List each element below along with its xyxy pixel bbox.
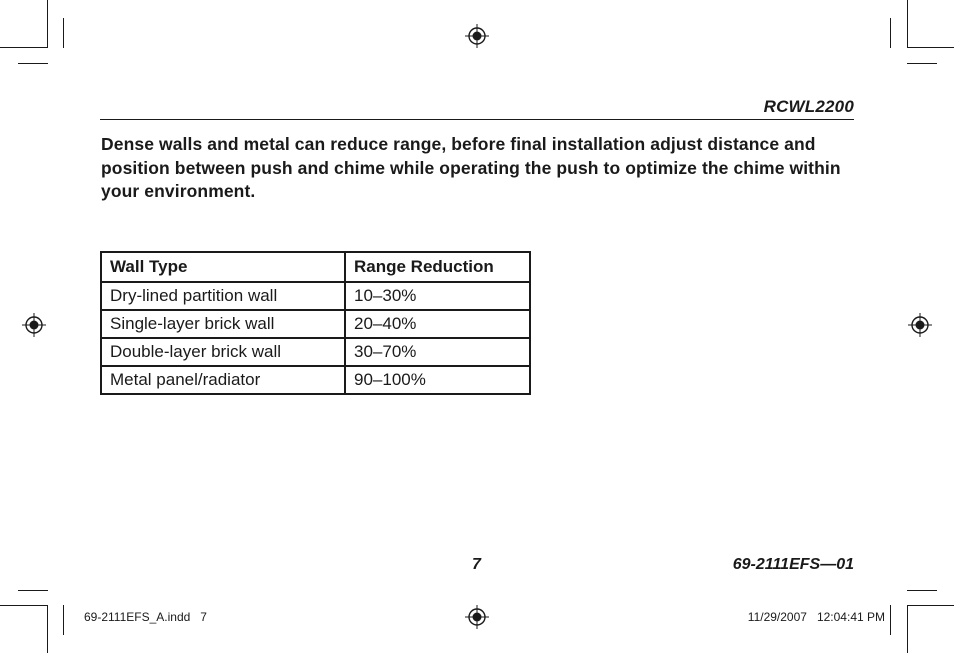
crop-mark-icon (907, 590, 937, 591)
crop-mark-icon (47, 605, 48, 653)
crop-mark-icon (0, 47, 48, 48)
document-model-number: RCWL2200 (763, 97, 854, 116)
crop-mark-icon (890, 605, 891, 635)
registration-mark-icon (465, 24, 489, 48)
crop-mark-icon (890, 18, 891, 48)
column-header-wall-type: Wall Type (101, 252, 345, 282)
range-reduction-cell: 90–100% (345, 366, 530, 394)
range-reduction-cell: 20–40% (345, 310, 530, 338)
wall-type-cell: Dry-lined partition wall (101, 282, 345, 310)
crop-mark-icon (63, 605, 64, 635)
table-row (101, 310, 530, 338)
crop-mark-icon (47, 0, 48, 48)
intro-paragraph: Dense walls and metal can reduce range, before final installation adjust distance and position between push and chime while operating the push to optimize the chime within your environment. (101, 134, 841, 201)
crop-mark-icon (18, 590, 48, 591)
wall-type-cell: Metal panel/radiator (101, 366, 345, 394)
slug-timestamp: 11/29/2007 12:04:41 PM (747, 610, 885, 624)
range-reduction-table (100, 251, 531, 395)
table-row (101, 338, 530, 366)
table-header-row (101, 252, 530, 282)
crop-mark-icon (907, 605, 908, 653)
slug-file-info: 69-2111EFS_A.indd 7 (84, 610, 207, 624)
range-reduction-cell: 10–30% (345, 282, 530, 310)
table-row (101, 282, 530, 310)
crop-mark-icon (907, 63, 937, 64)
registration-mark-icon (908, 313, 932, 337)
page-number: 7 (472, 556, 481, 573)
crop-mark-icon (907, 0, 908, 48)
range-reduction-cell: 30–70% (345, 338, 530, 366)
table-row (101, 366, 530, 394)
crop-mark-icon (0, 605, 48, 606)
column-header-range-reduction: Range Reduction (345, 252, 530, 282)
registration-mark-icon (465, 605, 489, 629)
crop-mark-icon (907, 605, 954, 606)
document-code: 69-2111EFS—01 (732, 556, 854, 573)
crop-mark-icon (63, 18, 64, 48)
wall-type-cell: Single-layer brick wall (101, 310, 345, 338)
wall-type-cell: Double-layer brick wall (101, 338, 345, 366)
registration-mark-icon (22, 313, 46, 337)
crop-mark-icon (18, 63, 48, 64)
crop-mark-icon (907, 47, 954, 48)
header-divider (100, 119, 854, 120)
